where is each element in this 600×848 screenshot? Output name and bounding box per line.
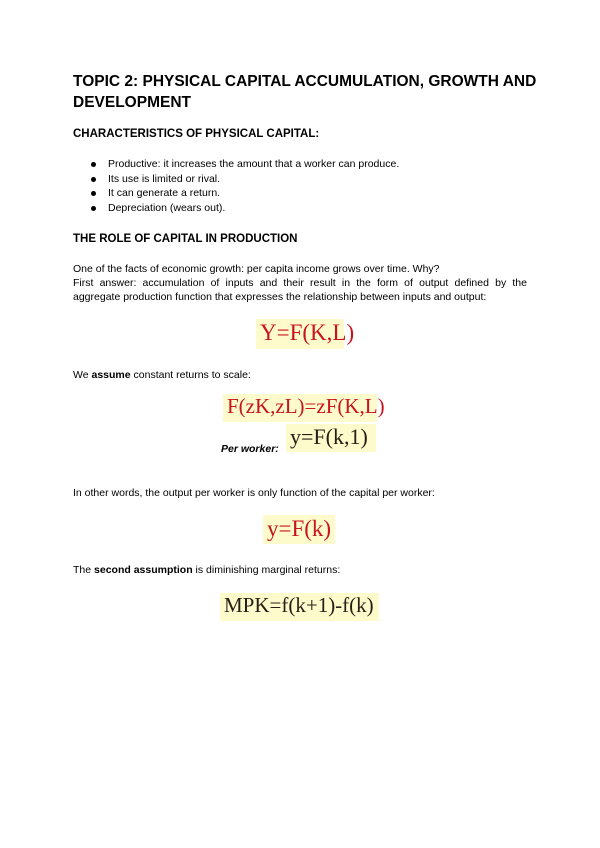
formula-production-function: Y=F(K,L) — [256, 319, 344, 349]
paragraph-line: First answer: accumulation of inputs and their result in the form of output defined by the — [73, 277, 527, 289]
section-heading-characteristics: CHARACTERISTICS OF PHYSICAL CAPITAL: — [73, 128, 320, 140]
formula-constant-returns: F(zK,zL)=zF(K,L) — [223, 394, 377, 422]
other-words-sentence: In other words, the output per worker is only function of the capital per worker: — [73, 487, 435, 499]
second-text-after: is diminishing marginal returns: — [192, 564, 341, 576]
list-item: It can generate a return. — [91, 186, 399, 201]
page-title: TOPIC 2: PHYSICAL CAPITAL ACCUMULATION, GROWTH AND DEVELOPMENT — [73, 73, 537, 111]
formula-mpk: MPK=f(k+1)-f(k) — [220, 593, 379, 621]
formula-per-worker: y=F(k,1) — [286, 424, 376, 452]
assume-sentence — [73, 368, 527, 382]
paragraph-line: aggregate production function that expresses the relationship between inputs and output: — [73, 291, 487, 303]
list-item: Depreciation (wears out). — [91, 201, 399, 216]
assume-text-before: We — [73, 369, 92, 381]
list-item: Its use is limited or rival. — [91, 172, 399, 187]
assume-text-after: constant returns to scale: — [130, 369, 251, 381]
second-text-before: The — [73, 564, 95, 576]
section-heading-role-of-capital: THE ROLE OF CAPITAL IN PRODUCTION — [73, 233, 298, 245]
second-assumption-sentence — [73, 563, 527, 577]
intro-paragraph — [73, 262, 527, 304]
paragraph-line: One of the facts of economic growth: per capita income grows over time. Why? — [73, 263, 440, 275]
characteristics-list — [91, 157, 399, 215]
assume-text-bold: assume — [91, 369, 131, 381]
formula-y-of-k: y=F(k) — [263, 515, 335, 544]
per-worker-label: Per worker: — [221, 443, 279, 455]
list-item: Productive: it increases the amount that a worker can produce. — [91, 157, 399, 172]
second-text-bold: second assumption — [94, 564, 193, 576]
